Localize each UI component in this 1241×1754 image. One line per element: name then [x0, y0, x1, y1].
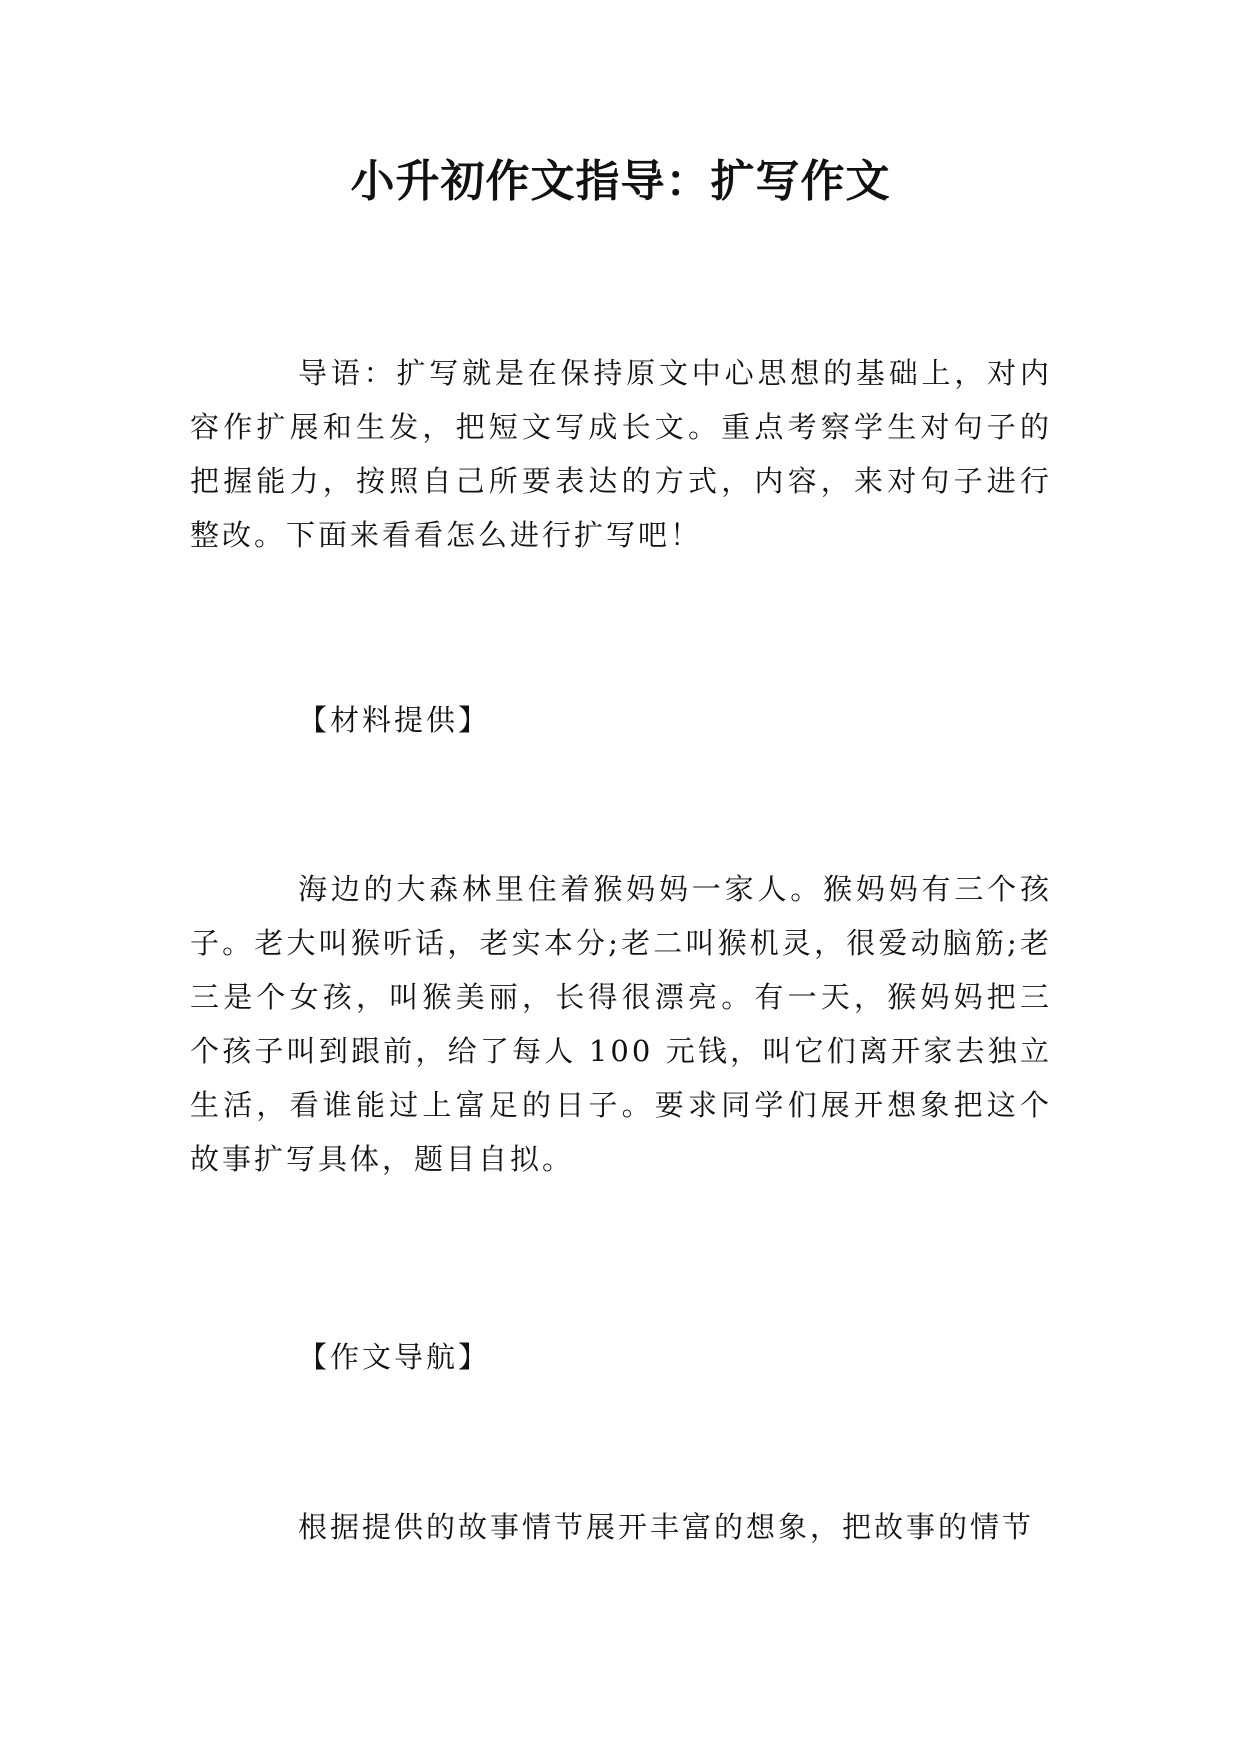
document-title: 小升初作文指导：扩写作文: [350, 156, 891, 207]
intro-paragraph: 导语：扩写就是在保持原文中心思想的基础上，对内容作扩展和生发，把短文写成长文。重点考察学生对句子的把握能力，按照自己所要表达的方式，内容，来对句子进行整改。下面来看看怎么进行扩写吧！: [190, 356, 1052, 552]
material-paragraph: 海边的大森林里住着猴妈妈一家人。猴妈妈有三个孩子。老大叫猴听话，老实本分;老二叫猴机灵，很爱动脑筋;老三是个女孩，叫猴美丽，长得很漂亮。有一天，猴妈妈把三个孩子叫到跟前，给了每人 100 元钱，叫它们离开家去独立生活，看谁能过上富足的日子。要求同学们展开想象把这个故事扩写具体，题目自拟。: [190, 872, 1052, 1176]
section-heading-material: 【材料提供】: [298, 703, 491, 737]
section-heading-guide: 【作文导航】: [298, 1340, 491, 1374]
guide-paragraph: 根据提供的故事情节展开丰富的想象，把故事的情节: [298, 1510, 1035, 1544]
